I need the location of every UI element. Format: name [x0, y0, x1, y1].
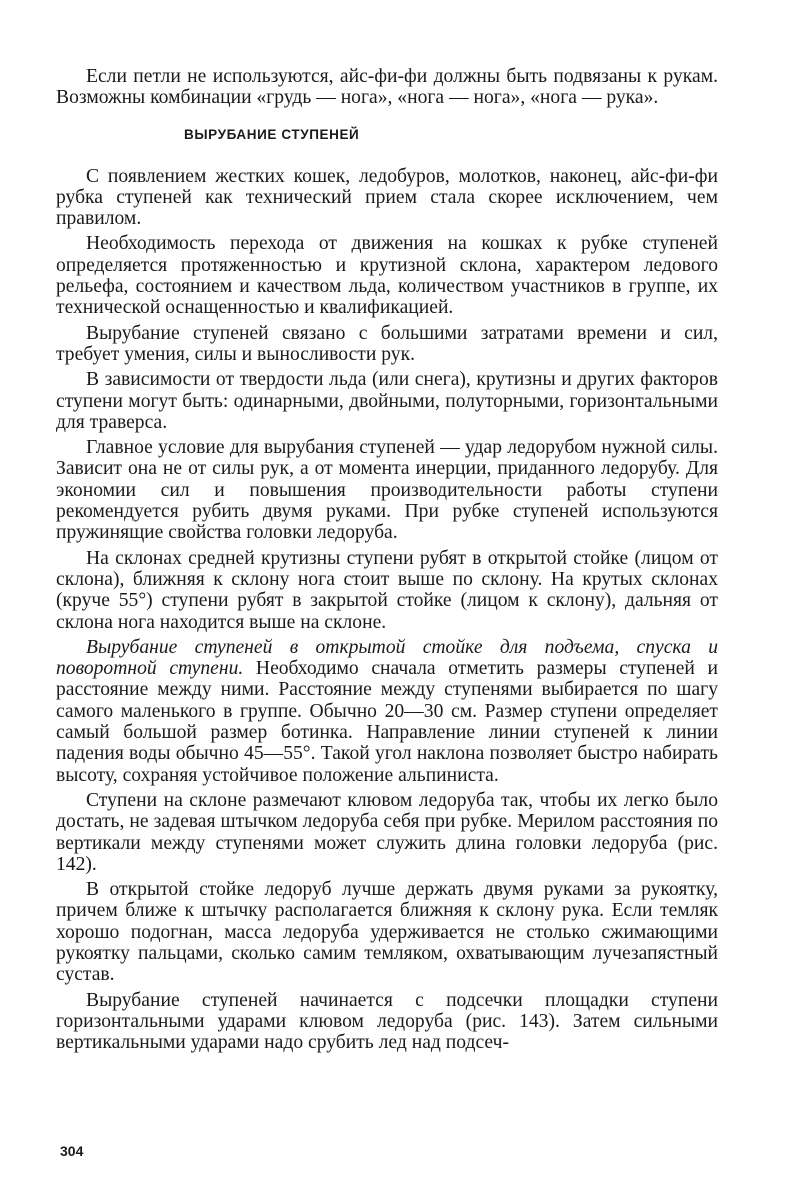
- page-number: 304: [60, 1143, 84, 1159]
- paragraph: С появлением жестких кошек, ледобуров, молотков, наконец, айс-фи-фи рубка ступеней как технический прием стала скорее исключением, чем правилом.: [56, 165, 718, 230]
- paragraph: Вырубание ступеней начинается с подсечки площадки ступени горизонтальными ударами клювом ледоруба (рис. 143). Затем сильными вертикальными ударами надо срубить лед над подсеч-: [56, 989, 718, 1054]
- paragraph: На склонах средней крутизны ступени рубят в открытой стойке (лицом от склона), ближняя к склону нога стоит выше по склону. На крутых склонах (круче 55°) ступени рубят в закрытой стойке (лицом к склону), дальняя от склона нога находится выше на склоне.: [56, 547, 718, 633]
- page-body: [56, 66, 718, 1053]
- paragraph-with-italic-lead: [56, 637, 718, 786]
- italic-lead-rest: Необходимо сначала отметить размеры ступеней и расстояние между ними. Расстояние между ступенями выбирается по шагу самого маленького в группе. Обычно 20—30 см. Размер ступени определяет самый большой размер ботинка. Направление линии ступеней к линии падения воды обычно 45—55°. Такой угол наклона позволяет быстро набирать высоту, сохраняя устойчивое положение альпиниста.: [56, 658, 719, 786]
- intro-paragraph: Если петли не используются, айс-фи-фи должны быть подвязаны к рукам. Возможны комбинации «грудь — нога», «нога — нога», «нога — рука».: [56, 66, 718, 109]
- paragraph: В открытой стойке ледоруб лучше держать двумя руками за рукоятку, причем ближе к штычку располагается ближняя к склону рука. Если темляк хорошо подогнан, масса ледоруба удерживается не столько сжимающими рукоятку пальцами, сколько самим темляком, охватывающим лучезапястный сустав.: [56, 879, 718, 986]
- paragraph: Необходимость перехода от движения на кошках к рубке ступеней определяется протяженностью и крутизной склона, характером ледового рельефа, состоянием и качеством льда, количеством участников в группе, их технической оснащенностью и квалификацией.: [56, 233, 718, 319]
- italic-lead: Вырубание ступеней в открытой стойке для подъема, спуска и поворотной ступени.: [56, 636, 718, 680]
- paragraph: Ступени на склоне размечают клювом ледоруба так, чтобы их легко было достать, не задевая штычком ледоруба себя при рубке. Мерилом расстояния по вертикали между ступенями может служить длина головки ледоруба (рис. 142).: [56, 789, 718, 875]
- section-heading: ВЫРУБАНИЕ СТУПЕНЕЙ: [184, 126, 360, 142]
- paragraph: В зависимости от твердости льда (или снега), крутизны и других факторов ступени могут быть: одинарными, двойными, полуторными, горизонтальными для траверса.: [56, 369, 718, 433]
- paragraph: Главное условие для вырубания ступеней — удар ледорубом нужной силы. Зависит она не от силы рук, а от момента инерции, приданного ледорубу. Для экономии сил и повышения производительности работы ступени рекомендуется рубить двумя руками. При рубке ступеней используются пружинящие свойства головки ледоруба.: [56, 437, 718, 544]
- paragraph: Вырубание ступеней связано с большими затратами времени и сил, требует умения, силы и выносливости рук.: [56, 322, 718, 365]
